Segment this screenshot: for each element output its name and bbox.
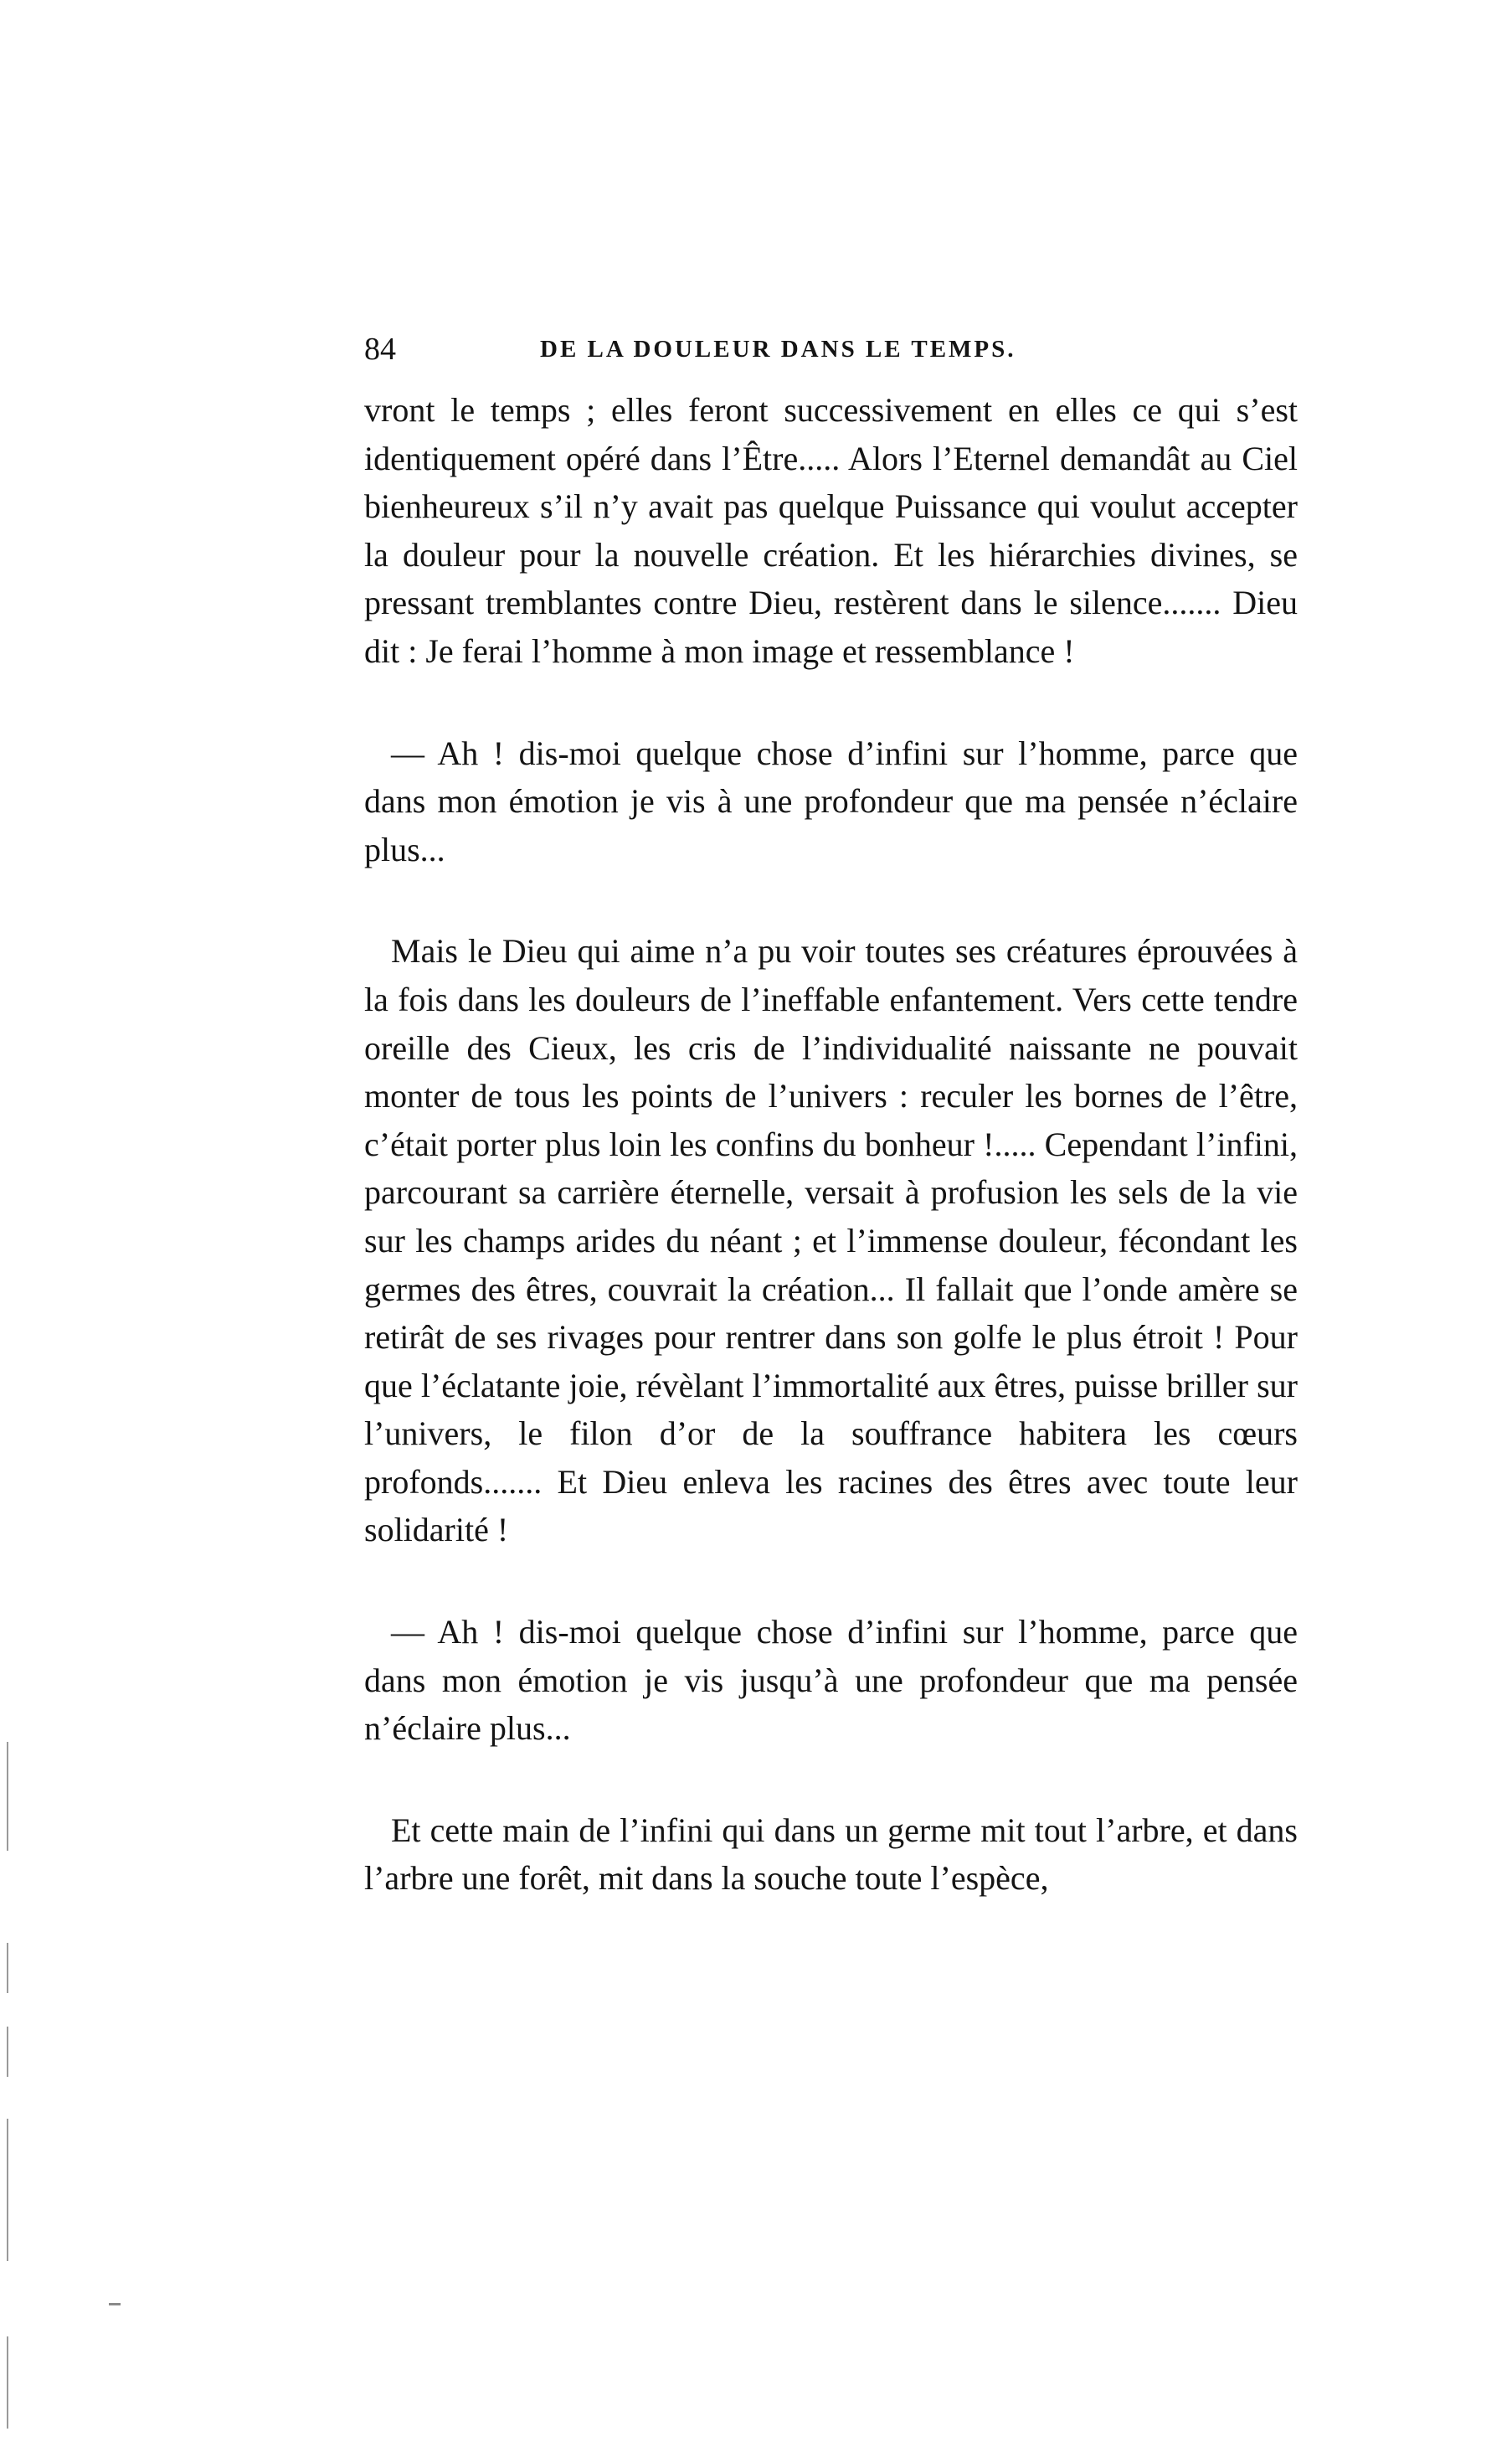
scan-mark xyxy=(7,1943,8,1993)
page-number: 84 xyxy=(364,332,396,367)
paragraph-dialogue: — Ah ! dis-moi quelque chose d’infini sur l’homme, parce que dans mon émotion je vis à une profondeur que ma pensée n’éclaire plus... xyxy=(364,734,1298,868)
paragraph-body: Mais le Dieu qui aime n’a pu voir toutes ses créatures éprouvées à la fois dans les douleurs de l’ineffable enfantement. Vers cette tendre oreille des Cieux, les cris de l’individualité naissante ne pouvait monter de tous les points de l’univers : reculer les bornes de l’être, c’était porter plus loin les confins du bonheur !..... Cependant l’infini, parcourant sa carrière éternelle, versait à profusion les sels de la vie sur les champs arides du néant ; et l’immense douleur, fécondant les germes des êtres, couvrait la création... Il fallait que l’onde amère se retirât de ses rivages pour rentrer dans son golfe le plus étroit ! Pour que l’éclatante joie, révèlant l’immortalité aux êtres, puisse briller sur l’univers, le filon d’or de la souffrance habitera les cœurs profonds....... Et Dieu enleva les racines des êtres avec toute leur solidarité ! xyxy=(364,932,1298,1549)
paragraph-body: Et cette main de l’infini qui dans un germe mit tout l’arbre, et dans l’arbre une forêt, mit dans la souche toute l’espèce, xyxy=(364,1811,1298,1898)
book-page xyxy=(364,331,1298,1903)
scan-dash xyxy=(109,2303,121,2305)
scan-mark xyxy=(7,2027,8,2077)
paragraph-dialogue: — Ah ! dis-moi quelque chose d’infini sur l’homme, parce que dans mon émotion je vis jusqu’à une profondeur que ma pensée n’éclaire plus... xyxy=(364,1613,1298,1748)
paragraph-continuation: vront le temps ; elles feront successivement en elles ce qui s’est identiquement opéré dans l’Être..... Alors l’Eternel demandât au Ciel bienheureux s’il n’y avait pas quelque Puissance qui voulut accepter la douleur pour la nouvelle création. Et les hiérarchies divines, se pressant tremblantes contre Dieu, restèrent dans le silence....... Dieu dit : Je ferai l’homme à mon image et ressemblance ! xyxy=(364,391,1298,670)
scan-mark xyxy=(7,2119,8,2261)
left-margin-scan-marks xyxy=(0,0,25,2452)
scan-mark xyxy=(7,1742,8,1851)
page-header xyxy=(364,331,1298,381)
running-title: DE LA DOULEUR DANS LE TEMPS. xyxy=(540,336,1016,363)
scan-mark xyxy=(7,2336,8,2429)
